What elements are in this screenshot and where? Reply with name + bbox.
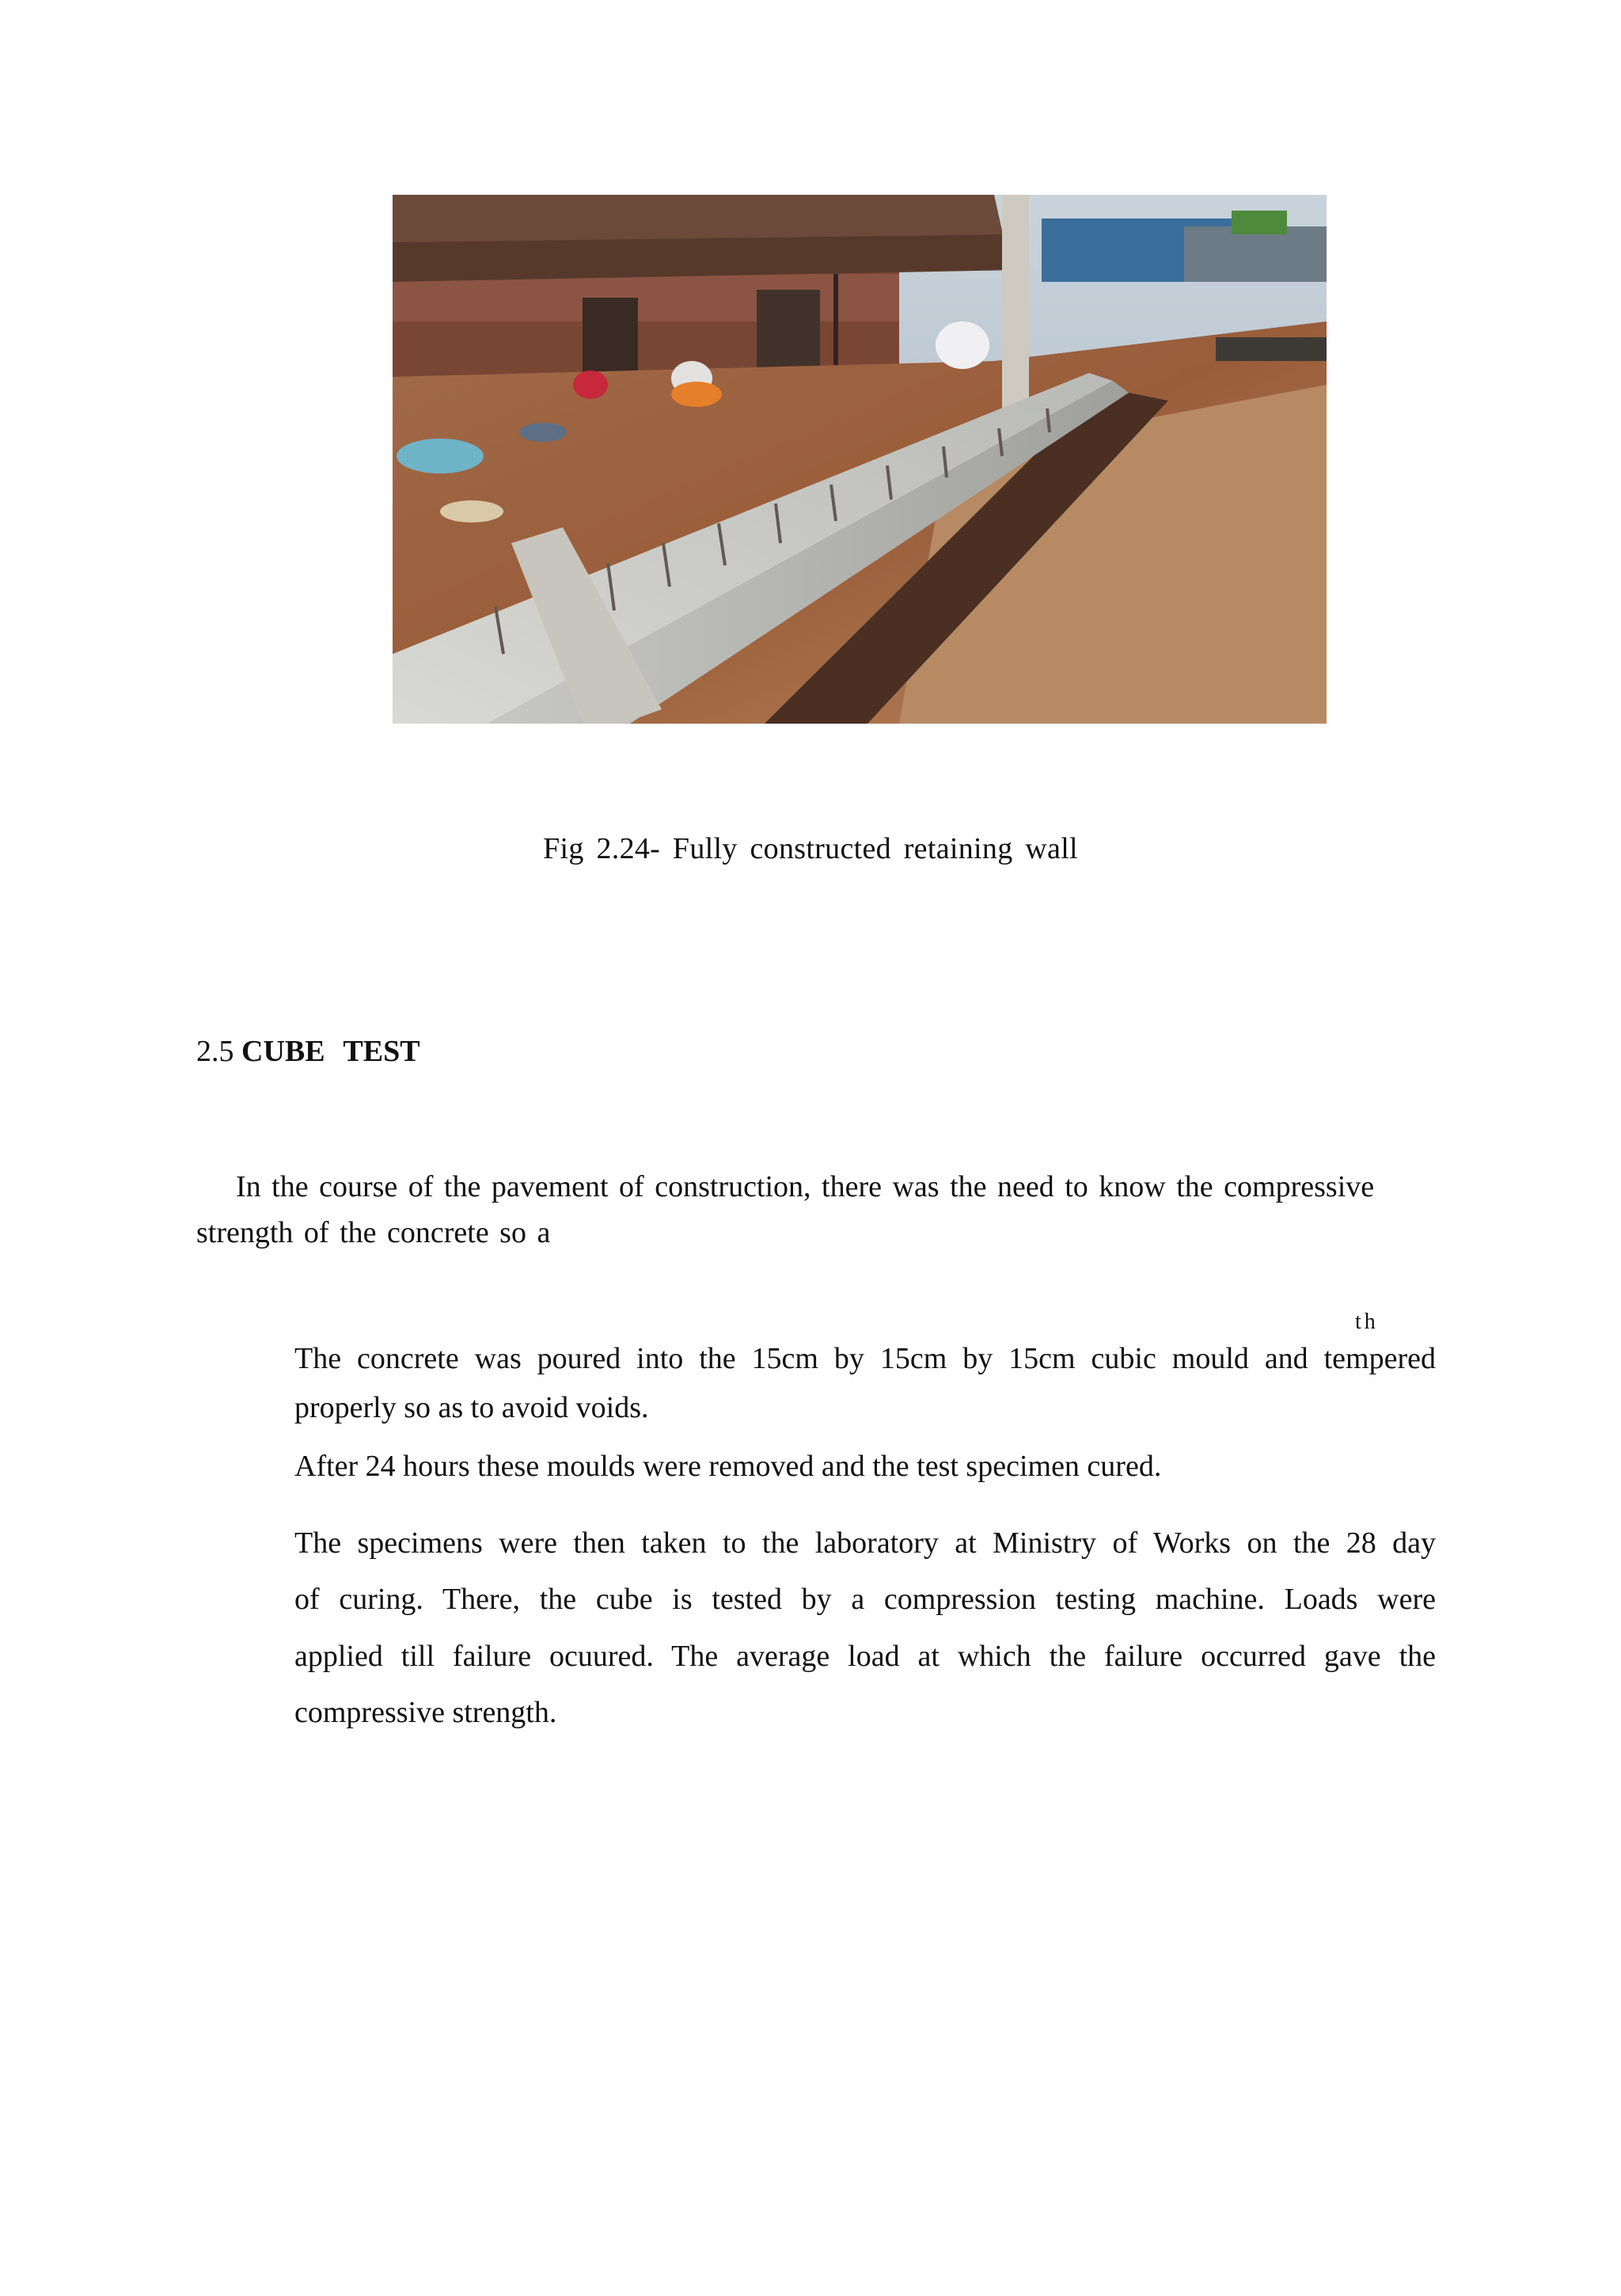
section-heading [196, 1034, 420, 1069]
superscript-th: th [1355, 1310, 1379, 1334]
bullet-1-line-1: The concrete was poured into the 15cm by 15cm by 15cm cubic mould and tempered [294, 1342, 1436, 1375]
bullet-1-line-2: properly so as to avoid voids. [294, 1391, 649, 1424]
figure-caption: Fig 2.24- Fully constructed retaining wall [543, 832, 1078, 865]
section-title: CUBE TEST [241, 1035, 420, 1068]
bullet-3-line-3: applied till failure ocuured. The average load at which the failure occurred gave the [294, 1640, 1436, 1673]
bullet-3-line-2: of curing. There, the cube is tested by a compression testing machine. Loads were [294, 1583, 1436, 1616]
bullet-3-line-1: The specimens were then taken to the laboratory at Ministry of Works on the 28 day [294, 1526, 1436, 1560]
bullet-3-line-4: compressive strength. [294, 1696, 557, 1729]
intro-paragraph: In the course of the pavement of construction, there was the need to know the compressive strength of the concrete so a [196, 1170, 1375, 1249]
bullet-2-line-1: After 24 hours these moulds were removed and the test specimen cured. [294, 1450, 1162, 1483]
section-number: 2.5 [196, 1035, 234, 1068]
retaining-wall-photo [393, 195, 1327, 724]
